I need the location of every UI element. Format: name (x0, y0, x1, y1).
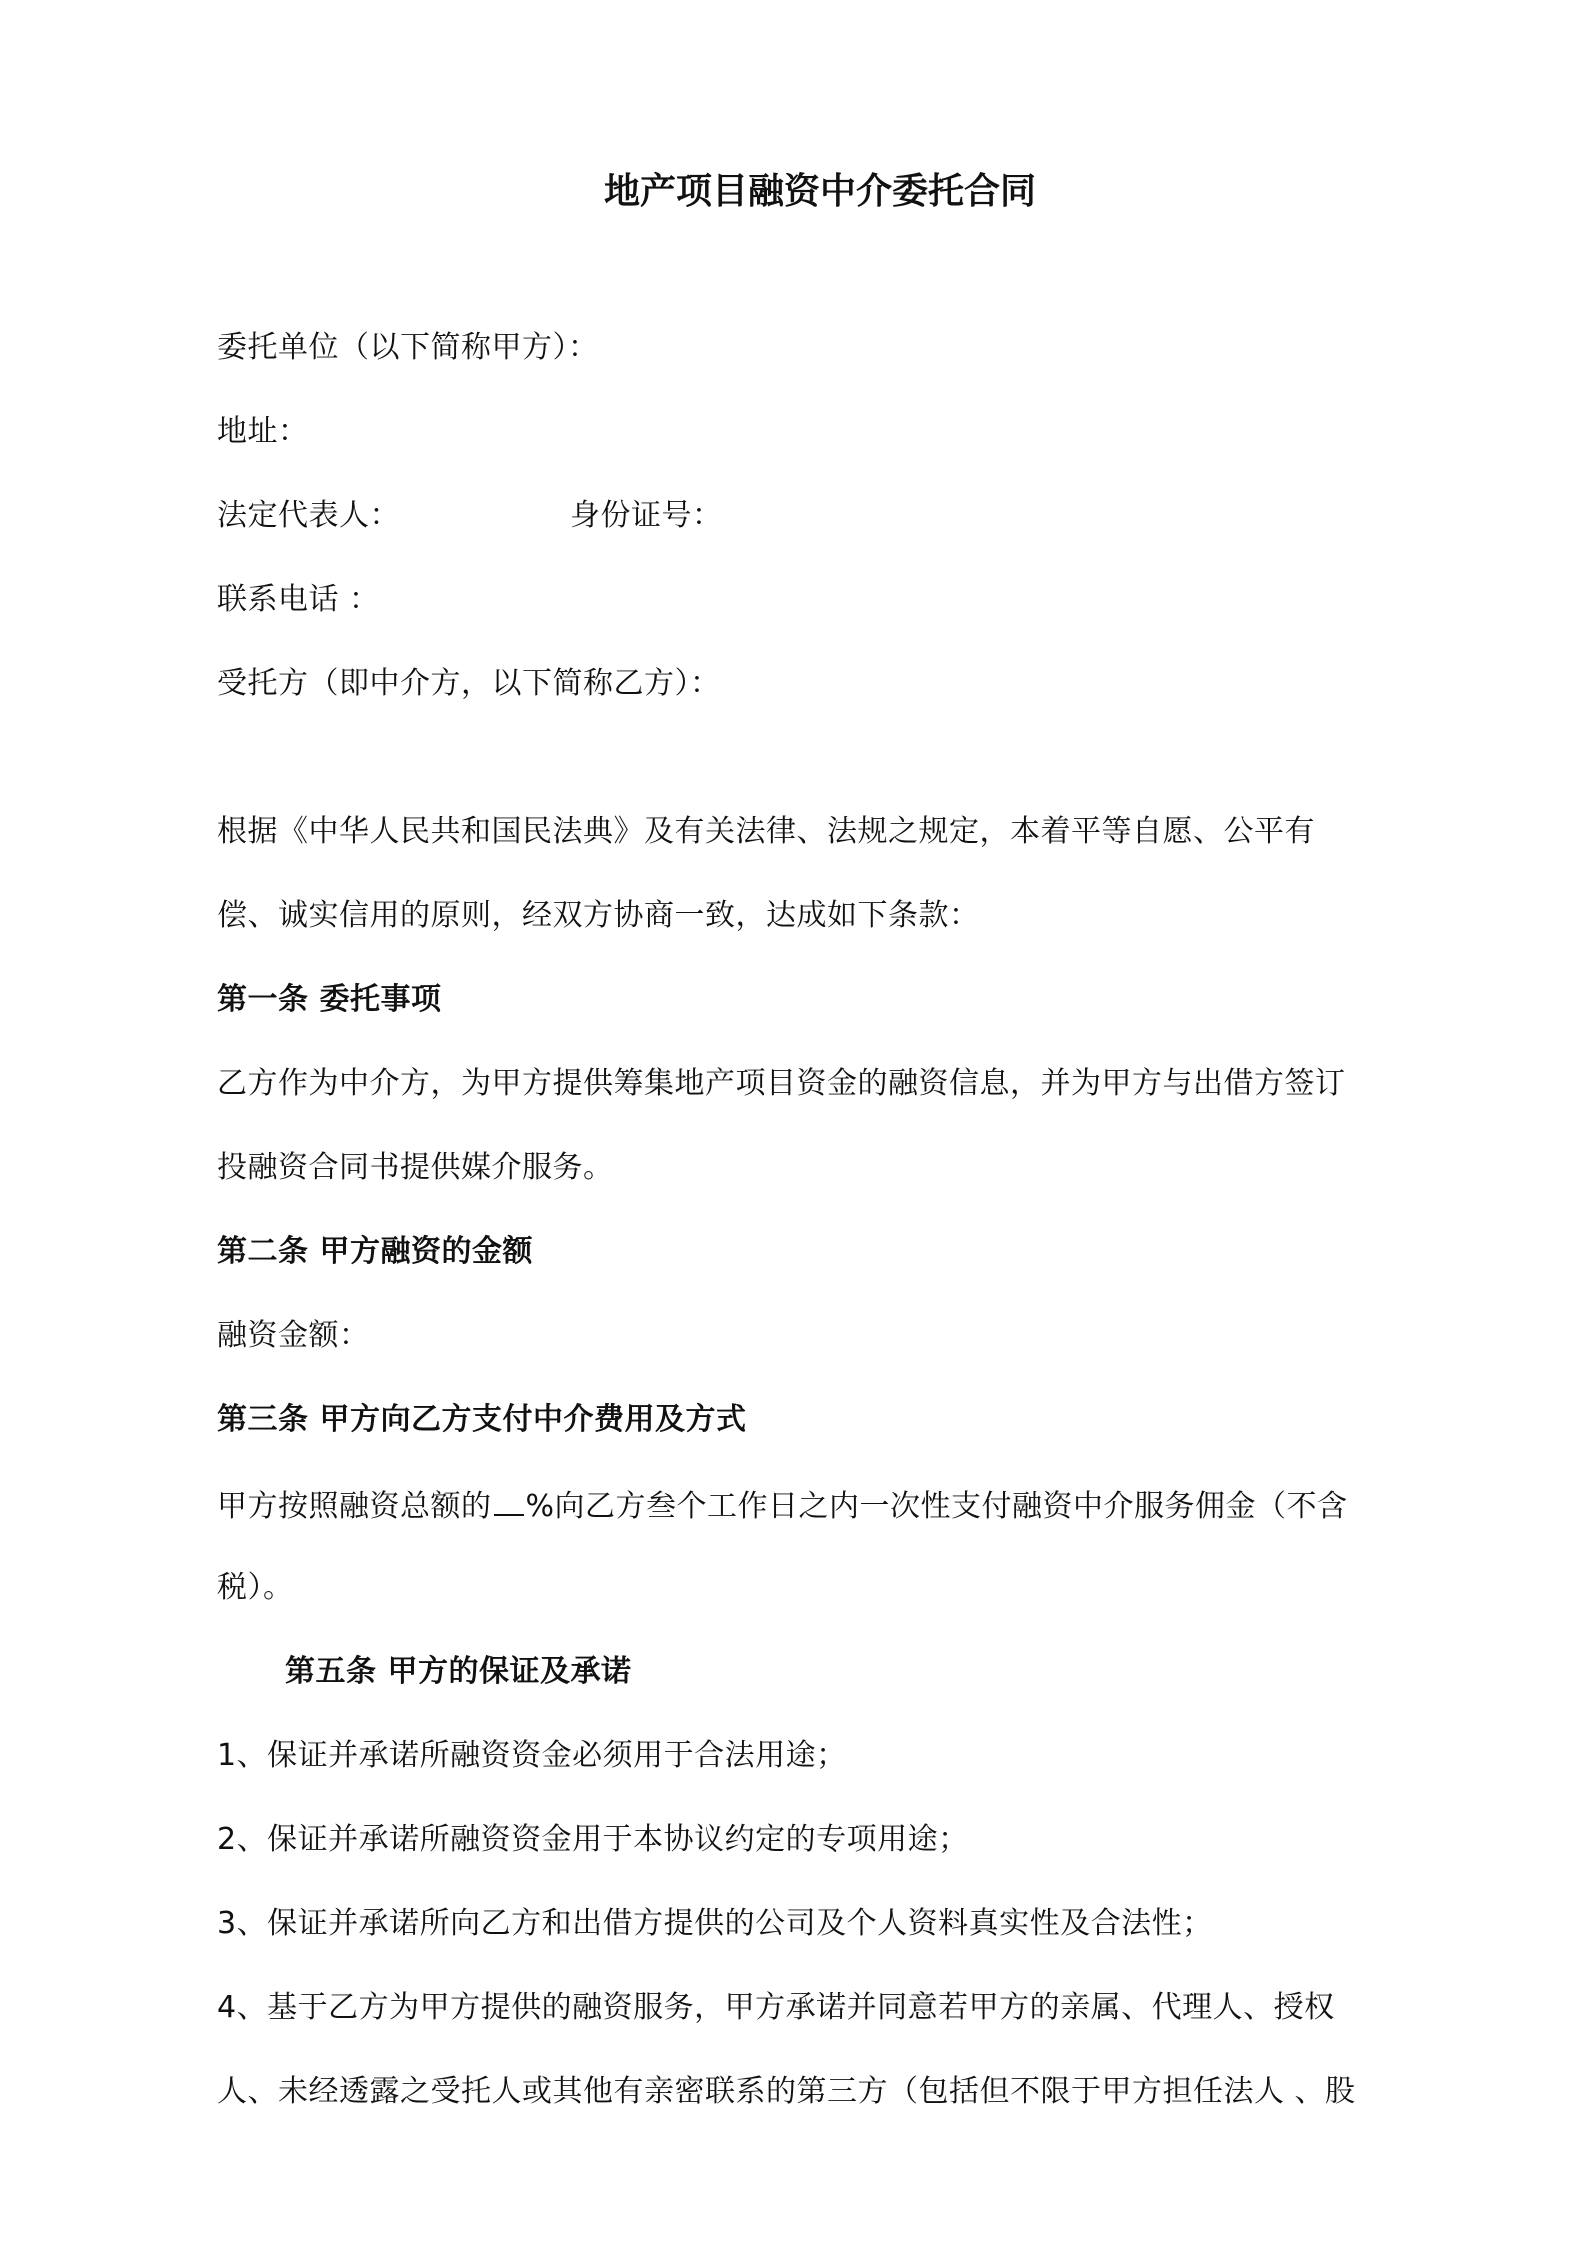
article-5-item-2: 2、保证并承诺所融资资金用于本协议约定的专项用途； (217, 1822, 969, 1857)
legal-representative-label: 法定代表人： (217, 498, 400, 533)
article-5-heading: 第五条 甲方的保证及承诺 (285, 1654, 632, 1689)
article-3-line-1-pre: 甲方按照融资总额的 (217, 1489, 492, 1524)
article-3-line-2: 税）。 (217, 1570, 294, 1605)
article-2-amount-label: 融资金额： (217, 1318, 370, 1353)
article-5-item-1: 1、保证并承诺所融资资金必须用于合法用途； (217, 1738, 847, 1773)
article-3-line-1 (217, 1484, 1348, 1527)
article-2-heading: 第二条 甲方融资的金额 (217, 1234, 533, 1269)
preamble-line-1: 根据《中华人民共和国民法典》及有关法律、法规之规定，本着平等自愿、公平有 (217, 814, 1315, 849)
percentage-blank (494, 1484, 524, 1516)
article-1-heading: 第一条 委托事项 (217, 982, 442, 1017)
party-b-label: 受托方（即中介方，以下简称乙方）： (217, 666, 721, 701)
article-5-item-4-line-1: 4、基于乙方为甲方提供的融资服务，甲方承诺并同意若甲方的亲属、代理人、授权 (217, 1990, 1335, 2025)
party-a-label: 委托单位（以下简称甲方）： (217, 330, 599, 365)
article-1-line-1: 乙方作为中介方，为甲方提供筹集地产项目资金的融资信息，并为甲方与出借方签订 (217, 1066, 1346, 1101)
article-3-heading: 第三条 甲方向乙方支付中介费用及方式 (217, 1402, 747, 1437)
phone-label: 联系电话 ： (217, 582, 380, 617)
article-5-item-3: 3、保证并承诺所向乙方和出借方提供的公司及个人资料真实性及合法性； (217, 1906, 1213, 1941)
article-5-item-4-line-2: 人、未经透露之受托人或其他有亲密联系的第三方（包括但不限于甲方担任法人 、股 (217, 2074, 1356, 2109)
document-title: 地产项目融资中介委托合同 (603, 171, 1036, 212)
id-number-label: 身份证号： (570, 498, 723, 533)
address-label: 地址： (217, 414, 309, 449)
preamble-line-2: 偿、诚实信用的原则，经双方协商一致，达成如下条款： (217, 898, 980, 933)
article-1-line-2: 投融资合同书提供媒介服务。 (217, 1150, 614, 1185)
article-3-line-1-post: %向乙方叁个工作日之内一次性支付融资中介服务佣金（不含 (525, 1489, 1348, 1524)
